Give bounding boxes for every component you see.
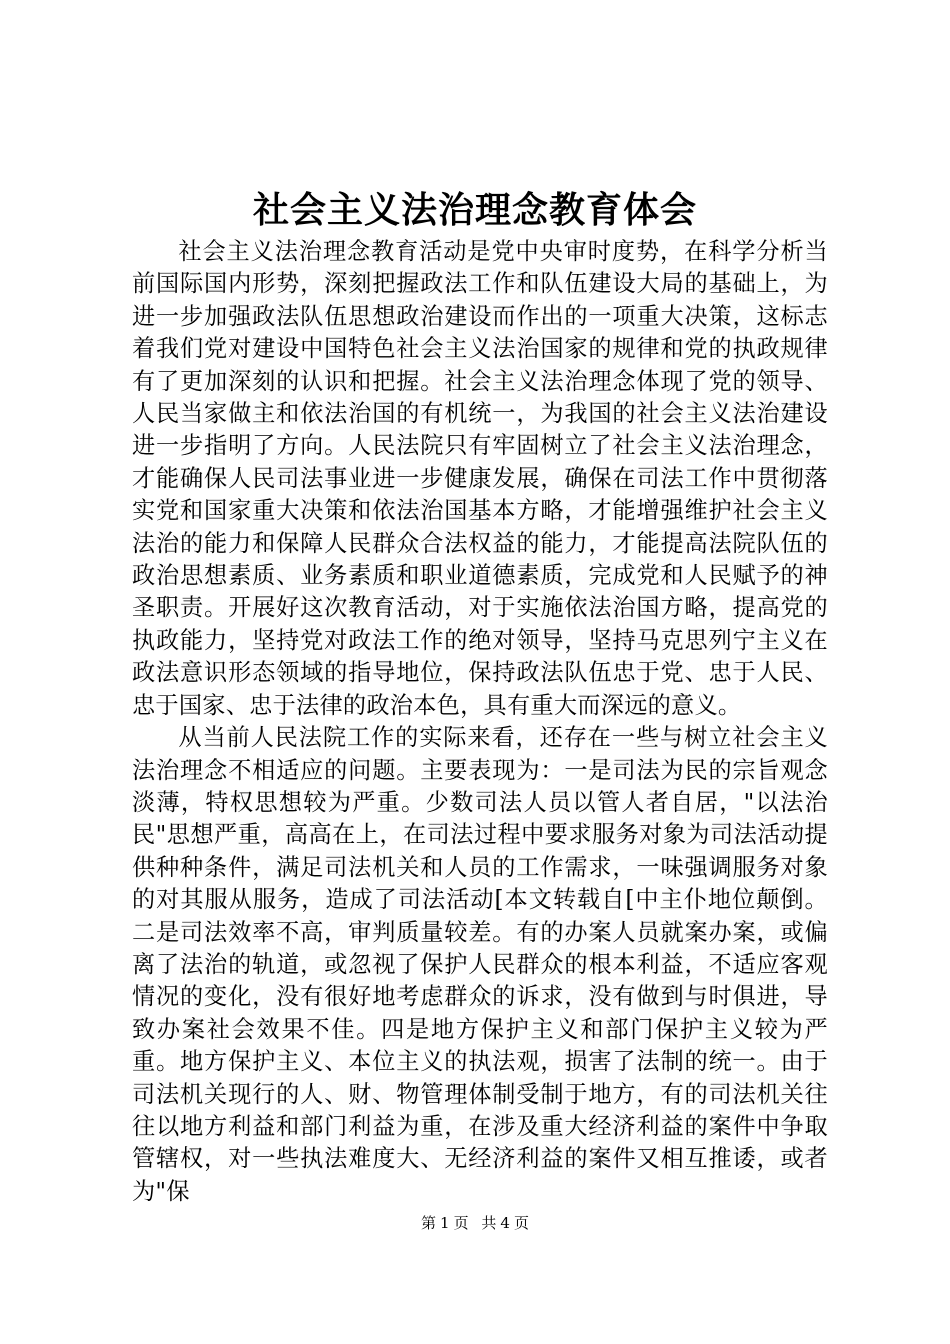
total-pages-label: 共 4 页 — [481, 1214, 529, 1232]
page-number-label: 第 1 页 — [421, 1214, 469, 1232]
document-body — [132, 236, 828, 1208]
body-paragraph-1: 社会主义法治理念教育活动是党中央审时度势，在科学分析当前国际国内形势，深刻把握政法工作和队伍建设大局的基础上，为进一步加强政法队伍思想政治建设而作出的一项重大决策，这标志着我们党对建设中国特色社会主义法治国家的规律和党的执政规律有了更加深刻的认识和把握。社会主义法治理念体现了党的领导、人民当家做主和依法治国的有机统一，为我国的社会主义法治建设进一步指明了方向。人民法院只有牢固树立了社会主义法治理念，才能确保人民司法事业进一步健康发展，确保在司法工作中贯彻落实党和国家重大决策和依法治国基本方略，才能增强维护社会主义法治的能力和保障人民群众合法权益的能力，才能提高法院队伍的政治思想素质、业务素质和职业道德素质，完成党和人民赋予的神圣职责。开展好这次教育活动，对于实施依法治国方略，提高党的执政能力，坚持党对政法工作的绝对领导，坚持马克思列宁主义在政法意识形态领域的指导地位，保持政法队伍忠于党、忠于人民、忠于国家、忠于法律的政治本色，具有重大而深远的意义。 — [132, 238, 828, 719]
page-footer — [0, 1212, 950, 1234]
body-paragraph-2: 从当前人民法院工作的实际来看，还存在一些与树立社会主义法治理念不相适应的问题。主要表现为：一是司法为民的宗旨观念淡薄，特权思想较为严重。少数司法人员以管人者自居，"以法治民"思想严重，高高在上，在司法过程中要求服务对象为司法活动提供种种条件，满足司法机关和人员的工作需求，一味强调服务对象的对其服从服务，造成了司法活动[本文转载自[中主仆地位颠倒。二是司法效率不高，审判质量较差。有的办案人员就案办案，或偏离了法治的轨道，或忽视了保护人民群众的根本利益，不适应客观情况的变化，没有很好地考虑群众的诉求，没有做到与时俱进，导致办案社会效果不佳。四是地方保护主义和部门保护主义较为严重。地方保护主义、本位主义的执法观，损害了法制的统一。由于司法机关现行的人、财、物管理体制受制于地方，有的司法机关往往以地方利益和部门利益为重，在涉及重大经济利益的案件中争取管辖权，对一些执法难度大、无经济利益的案件又相互推诿，或者为"保 — [132, 724, 828, 1205]
document-title: 社会主义法治理念教育体会 — [252, 189, 697, 231]
